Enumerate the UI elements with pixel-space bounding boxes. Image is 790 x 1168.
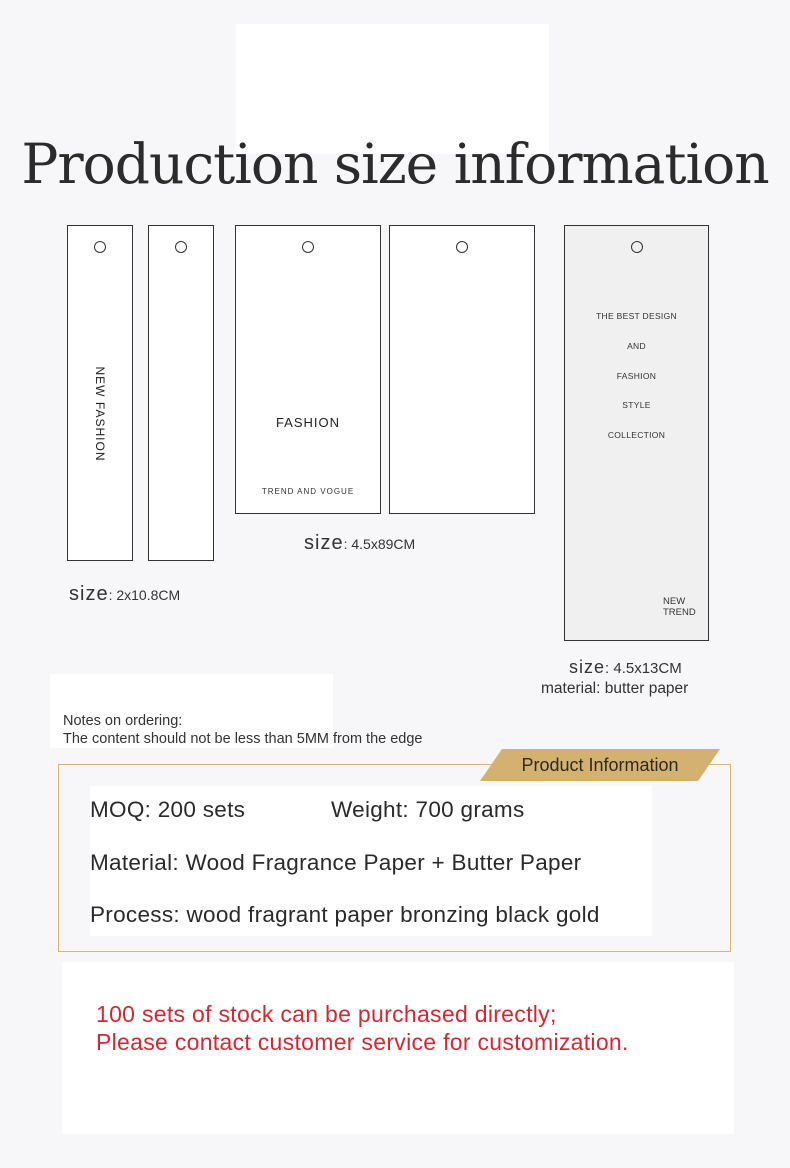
- tag-line: STYLE: [622, 400, 651, 410]
- size-value: : 2x10.8CM: [108, 587, 181, 603]
- stock-notice-line: 100 sets of stock can be purchased directly;: [96, 1001, 557, 1027]
- hang-tag-narrow-2: [148, 225, 214, 561]
- size-value: : 4.5x89CM: [343, 536, 416, 552]
- size-word: size: [569, 657, 606, 677]
- tag-line: COLLECTION: [607, 430, 666, 440]
- size-label-small: [69, 583, 180, 606]
- notes-detail: The content should not be less than 5MM from the edge: [63, 731, 423, 747]
- size-label-medium: [304, 532, 415, 555]
- hole-punch-icon: [94, 241, 106, 253]
- tag-line: THE BEST DESIGN: [596, 311, 677, 321]
- hole-punch-icon: [631, 241, 643, 253]
- ordering-notes: [63, 712, 423, 748]
- hole-punch-icon: [456, 241, 468, 253]
- material-text: Material: Wood Fragrance Paper + Butter Paper: [90, 850, 582, 875]
- hang-tag-large: [564, 225, 709, 641]
- size-word: size: [69, 583, 109, 605]
- tag-corner-line: NEW: [663, 596, 686, 607]
- process-text: Process: wood fragrant paper bronzing black gold: [90, 902, 600, 927]
- notes-heading: Notes on ordering:: [63, 713, 183, 729]
- hang-tag-medium-2: [389, 225, 535, 514]
- tag-trend-text: TREND AND VOGUE: [261, 487, 355, 496]
- tag-line: AND: [627, 341, 646, 351]
- weight-text: Weight: 700 grams: [331, 797, 525, 822]
- hang-tag-narrow-1: [67, 225, 133, 561]
- material-value: : butter paper: [596, 680, 689, 697]
- moq-text: MOQ: 200 sets: [90, 797, 246, 822]
- hole-punch-icon: [175, 241, 187, 253]
- material-word: material: [541, 680, 597, 697]
- material-label: [541, 680, 688, 698]
- tag-fashion-text: FASHION: [275, 415, 341, 430]
- tag-line: FASHION: [616, 371, 657, 381]
- stock-notice: [96, 1000, 629, 1056]
- stock-notice-line: Please contact customer service for customization.: [96, 1029, 629, 1055]
- tag-corner-text: [663, 596, 696, 618]
- hole-punch-icon: [302, 241, 314, 253]
- product-info-badge-label: Product Information: [521, 755, 679, 775]
- hang-tag-medium-1: [235, 225, 381, 514]
- size-value: : 4.5x13CM: [605, 660, 682, 677]
- page-title: Production size information: [21, 132, 769, 196]
- size-word: size: [304, 532, 344, 554]
- size-label-large: [569, 657, 682, 678]
- tag-vertical-text: NEW FASHION: [93, 366, 107, 462]
- tag-corner-line: TREND: [663, 607, 696, 618]
